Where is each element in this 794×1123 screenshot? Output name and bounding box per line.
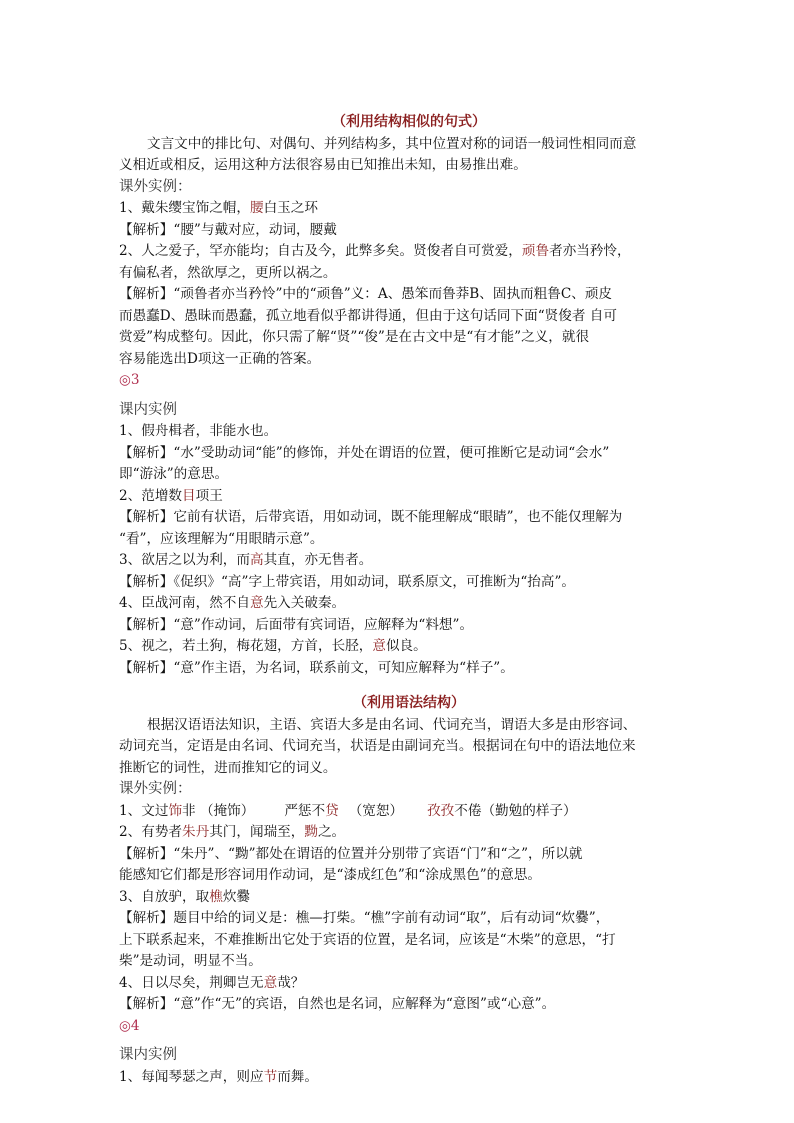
analysis-line: 即“游泳”的意思。 — [119, 466, 229, 482]
example-line — [119, 1067, 699, 1089]
highlight-word: 孜孜 — [427, 802, 455, 819]
paragraph-line: 文言文中的排比句、对偶句、并列结构多，其中位置对称的词语一般词性相同而意 — [147, 135, 637, 152]
highlight-word: 高 — [250, 552, 264, 568]
text-span: 2、范增数 — [119, 487, 183, 504]
text-span: 4、日以尽矣，荆卿岂无 — [119, 974, 264, 991]
paragraph-line: 动词充当，定语是由名词、代词充当，状语是由副词充当。根据词在句中的语法地位来 — [119, 738, 636, 754]
subheading: 课内实例 — [119, 401, 177, 418]
highlight-word: 黝 — [304, 824, 318, 840]
example-line — [119, 241, 699, 263]
example-line — [119, 593, 699, 615]
analysis-line: 【解析】“顽鲁者亦当矜怜”中的“顽鲁”义：A、愚笨而鲁莽B、固执而粗鲁C、顽皮 — [119, 286, 613, 302]
analysis-line: 【解析】“腰”与戴对应，动词，腰戴 — [119, 221, 337, 238]
analysis-line: 【解析】“水”受助动词“能”的修饰，并处在谓语的位置，便可推断它是动词“会水” — [119, 444, 610, 461]
highlight-word: 朱丹 — [182, 824, 210, 840]
text-span: 炊爨 — [222, 888, 250, 905]
example-line — [119, 973, 699, 995]
subheading: 课外实例： — [119, 781, 192, 797]
highlight-word: 顽鲁 — [521, 243, 550, 259]
text-span: 其直，亦无售者。 — [263, 552, 373, 568]
document-page — [119, 112, 699, 1088]
example-line: 有偏私者，然欲厚之，更所以祸之。 — [119, 264, 337, 281]
analysis-line: 容易能选出D项这一正确的答案。 — [119, 350, 321, 367]
text-span: 1、文过 — [119, 802, 169, 819]
text-span: 项王 — [195, 487, 223, 504]
text-span: 哉？ — [277, 974, 305, 991]
section-marker: ◎3 — [119, 372, 140, 388]
analysis-line: 而愚蠢D、愚昧而愚蠢，孤立地看似乎都讲得通，但由于这句话同下面“贤俊者 自可 — [119, 307, 617, 324]
highlight-word: 意 — [263, 974, 278, 991]
text-span: （宽恕） — [348, 802, 404, 819]
analysis-line: 上下联系起来，不难推断出它处于宾语的位置，是名词，应该是“木柴”的意思，“打 — [119, 931, 616, 948]
analysis-line: “看”，应该理解为“用眼睛示意”。 — [119, 530, 324, 547]
subheading: 课内实例 — [119, 1047, 177, 1063]
text-span: 者亦当矜怜， — [549, 243, 631, 259]
highlight-word: 节 — [263, 1068, 278, 1085]
paragraph-line: 推断它的词性，进而推知它的词义。 — [119, 759, 337, 776]
example-line — [119, 801, 699, 823]
text-span: 严惩不 — [284, 802, 326, 819]
analysis-line: 【解析】“朱丹”、“黝”都处在谓语的位置并分别带了宾语“门”和“之”，所以就 — [119, 845, 583, 862]
text-span: 先入关破秦。 — [263, 595, 346, 611]
paragraph-line: 义相近或相反，运用这种方法很容易由已知推出未知，由易推出难。 — [119, 157, 527, 173]
analysis-line: 能感知它们都是形容词用作动词，是“漆成红色”和“涂成黑色”的意思。 — [119, 867, 542, 883]
text-span: 其门，闻瑞至， — [209, 824, 305, 840]
highlight-word: 贷 — [325, 802, 339, 819]
text-span: 2、人之爱子，罕亦能均；自古及今，此弊多矣。贤俊者自可赏爱， — [119, 243, 522, 259]
text-span: 5、视之，若土狗，梅花翅，方首，长胫， — [119, 638, 373, 654]
analysis-line: 【解析】“意”作主语，为名词，联系前文，可知应解释为“样子”。 — [119, 659, 514, 676]
analysis-line: 【解析】《促织》“高”字上带宾语，用如动词，联系原文，可推断为“抬高”。 — [119, 573, 575, 590]
example-line — [119, 486, 699, 508]
text-span: 3、欲居之以为利，而 — [119, 552, 250, 568]
highlight-word: 腰 — [250, 200, 264, 216]
section-title: （利用结构相似的句式） — [332, 114, 486, 130]
text-span: 1、每闻琴瑟之声，则应 — [119, 1068, 264, 1085]
highlight-word: 意 — [250, 595, 264, 611]
analysis-line: 【解析】题目中给的词义是：樵—打柴。“樵”字前有动词“取”，后有动词“炊爨”， — [119, 910, 610, 926]
example-line — [119, 198, 699, 220]
text-span: 4、臣战河南，然不自 — [119, 595, 250, 611]
highlight-word: 饰 — [168, 802, 183, 819]
example-line — [119, 550, 699, 572]
text-span: 而舞。 — [277, 1068, 318, 1085]
text-span: 非 （掩饰） — [182, 802, 255, 819]
section-title: （利用语法结构） — [353, 695, 465, 711]
text-span: 不倦（勤勉的样子） — [454, 802, 577, 819]
example-line — [119, 636, 699, 658]
text-span: 3、自放驴，取 — [119, 888, 210, 905]
analysis-line: 【解析】“意”作“无”的宾语，自然也是名词，应解释为“意图”或“心意”。 — [119, 996, 556, 1012]
analysis-line: 【解析】它前有状语，后带宾语，用如动词，既不能理解成“眼睛”，也不能仅理解为 — [119, 509, 623, 525]
example-line — [119, 887, 699, 909]
analysis-line: 【解析】“意”作动词，后面带有宾词语，应解释为“料想”。 — [119, 616, 474, 633]
text-span: 之。 — [317, 824, 346, 840]
paragraph-line: 根据汉语语法知识，主语、宾语大多是由名词、代词充当，谓语大多是由形容词、 — [147, 716, 637, 733]
example-line: 1、假舟楫者，非能水也。 — [119, 423, 278, 439]
section-marker: ◎4 — [119, 1017, 140, 1034]
example-line — [119, 822, 699, 844]
text-span: 白玉之环 — [263, 200, 318, 216]
text-span: 2、有势者 — [119, 824, 183, 840]
highlight-word: 樵 — [209, 888, 223, 905]
text-span: 似良。 — [385, 638, 427, 654]
highlight-word: 目 — [182, 487, 196, 504]
subheading: 课外实例： — [119, 178, 192, 195]
analysis-line: 赏爱”构成整句。因此，你只需了解“贤”“俊”是在古文中是“有才能”之义，就很 — [119, 329, 590, 345]
highlight-word: 意 — [372, 638, 386, 654]
text-span: 1、戴朱缨宝饰之帽， — [119, 200, 250, 216]
analysis-line: 柴”是动词，明显不当。 — [119, 953, 262, 969]
